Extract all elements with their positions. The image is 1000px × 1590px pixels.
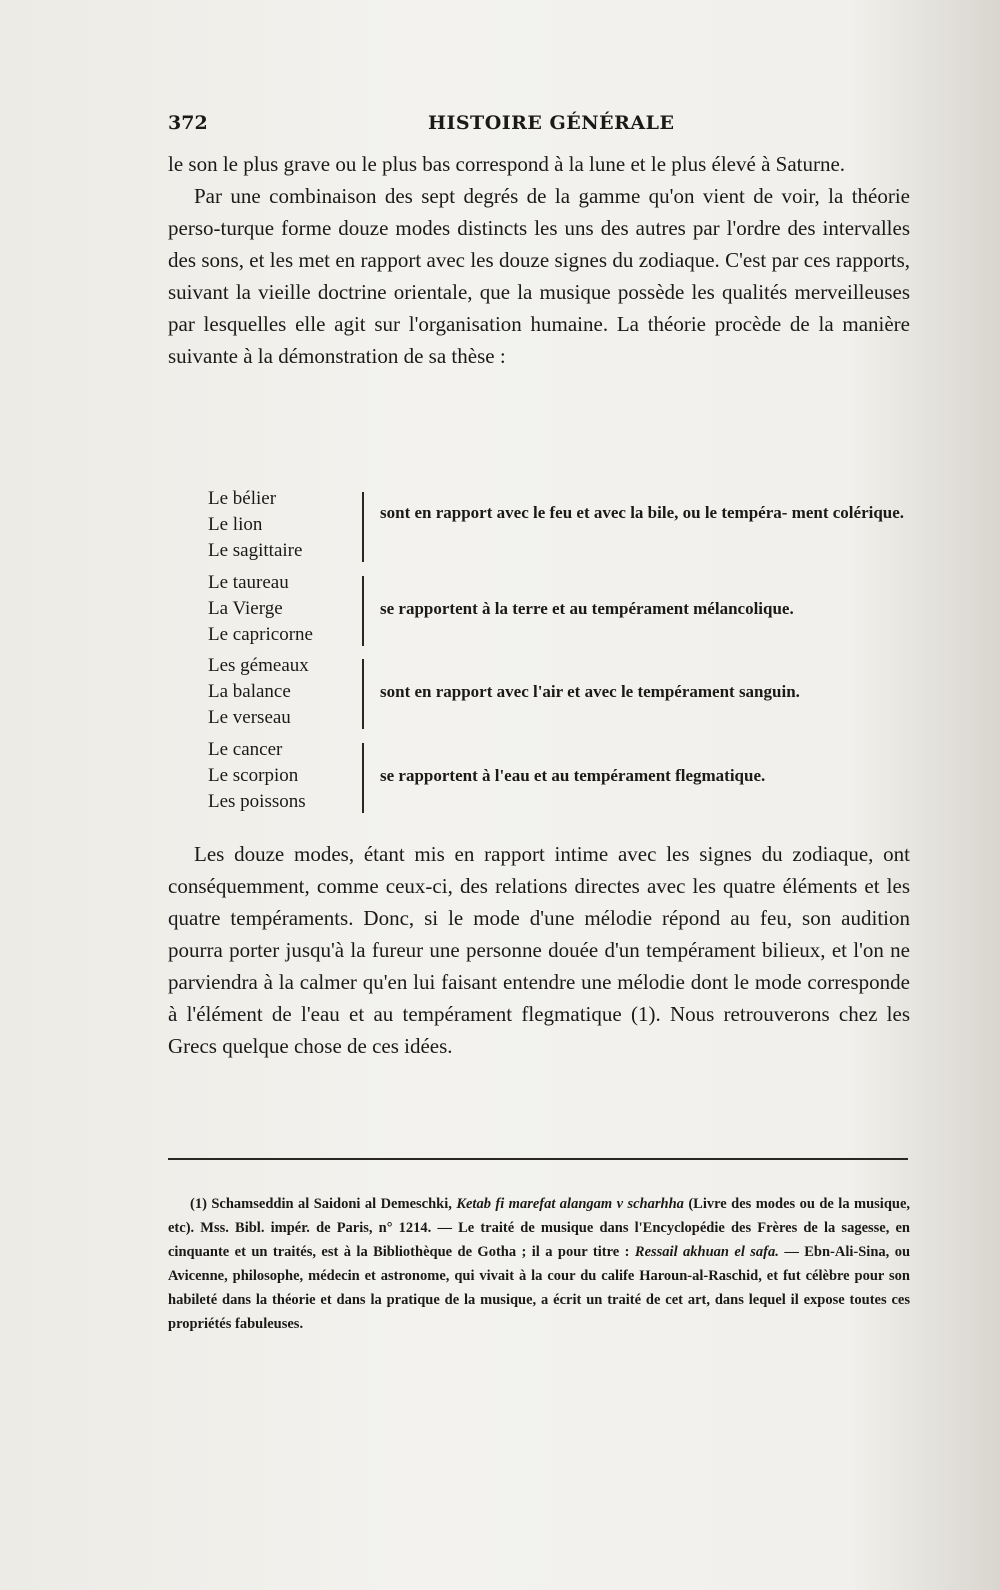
zodiac-group-earth [208, 570, 918, 654]
footnote-text: (Livre des modes ou de la musique, etc). Mss. Bibl. impér. de Paris, n° 1214. — Le traité de musique dans l'Encyclopédie des Frères de la sagesse, en cinquante et un traités, est à la Bibliothèque de Gotha ; il a pour titre : [168, 1196, 911, 1260]
sign-name: Le scorpion [208, 764, 299, 786]
sign-name: Le sagittaire [208, 540, 303, 561]
page-number: 372 [168, 112, 208, 134]
brace [354, 576, 364, 646]
running-title: HISTOIRE GÉNÉRALE [428, 112, 675, 134]
footnote [168, 1192, 910, 1336]
brace [354, 492, 364, 562]
brace [354, 743, 364, 813]
group-description: se rapportent à l'eau et au tempérament flegmatique. [380, 765, 766, 785]
sign-name: Le taureau [208, 571, 289, 593]
footnote-marker: (1) [190, 1196, 207, 1212]
zodiac-group-fire [208, 486, 918, 570]
zodiac-group-air [208, 653, 918, 737]
footnote-rule [168, 1158, 908, 1160]
sign-list [208, 570, 348, 648]
sign-list [208, 653, 348, 731]
footnote-title: Ressail akhuan el safa. [634, 1244, 779, 1260]
outro-text [168, 838, 910, 1062]
footnote-text: Schamseddin al Saidoni al Demeschki, [211, 1196, 452, 1212]
sign-name: Le verseau [208, 707, 291, 728]
sign-name: Le lion [208, 514, 263, 535]
paragraph-theory: Par une combinaison des sept degrés de la gamme qu'on vient de voir, la théorie perso-turque forme douze modes distincts les uns des autres par l'ordre des intervalles des sons, et les met en rapport avec les douze signes du zodiaque. C'est par ces rapports, suivant la vieille doctrine orientale, que la musique possède les qualités merveilleuses par lesquelles elle agit sur l'organisation humaine. La théorie procède de la manière suivante à la démonstration de sa thèse : [168, 184, 910, 368]
sign-name: Les gémeaux [208, 655, 309, 676]
paragraph-modes: Les douze modes, étant mis en rapport intime avec les signes du zodiaque, ont conséquemment, comme ceux-ci, des relations directes avec les quatre éléments et les quatre tempéraments. Donc, si le mode d'une mélodie répond au feu, son audition pourra porter jusqu'à la fureur une personne douée d'un tempérament bilieux, et l'on ne parviendra à la calmer qu'en lui faisant entendre une mélodie dont le mode corresponde à l'élément de l'eau et au tempérament flegmatique (1). Nous retrouverons chez les Grecs quelque chose de ces idées. [168, 842, 910, 1058]
footnote-text: — Ebn-Ali-Sina, ou Avicenne, philosophe, médecin et astronome, qui vivait à la cour du calife Haroun-al-Raschid, et fut célèbre pour son habileté dans la théorie et dans la pratique de la musique, a écrit un traité de cet art, dans lequel il expose toutes ces propriétés fabuleuses. [168, 1244, 911, 1332]
zodiac-group-water [208, 737, 918, 821]
sign-name: Le bélier [208, 488, 277, 509]
sign-name: Le cancer [208, 738, 283, 760]
zodiac-table [208, 486, 918, 820]
group-description: sont en rapport avec l'air et avec le tempérament sanguin. [380, 682, 800, 701]
sign-name: Les poissons [208, 790, 306, 812]
group-description: se rapportent à la terre et au tempérament mélancolique. [380, 598, 794, 618]
group-description: sont en rapport avec le feu et avec la bile, ou le tempéra- ment colérique. [380, 503, 905, 522]
sign-name: La Vierge [208, 597, 283, 619]
brace [354, 659, 364, 729]
sign-name: La balance [208, 681, 291, 702]
sign-name: Le capricorne [208, 623, 313, 645]
paragraph-continued: le son le plus grave ou le plus bas correspond à la lune et le plus élevé à Saturne. [168, 152, 846, 176]
page-header [168, 112, 910, 146]
intro-text [168, 148, 910, 372]
sign-list [208, 486, 348, 564]
footnote-title: Ketab fi marefat alangam v scharhha [456, 1196, 684, 1212]
sign-list [208, 737, 348, 815]
